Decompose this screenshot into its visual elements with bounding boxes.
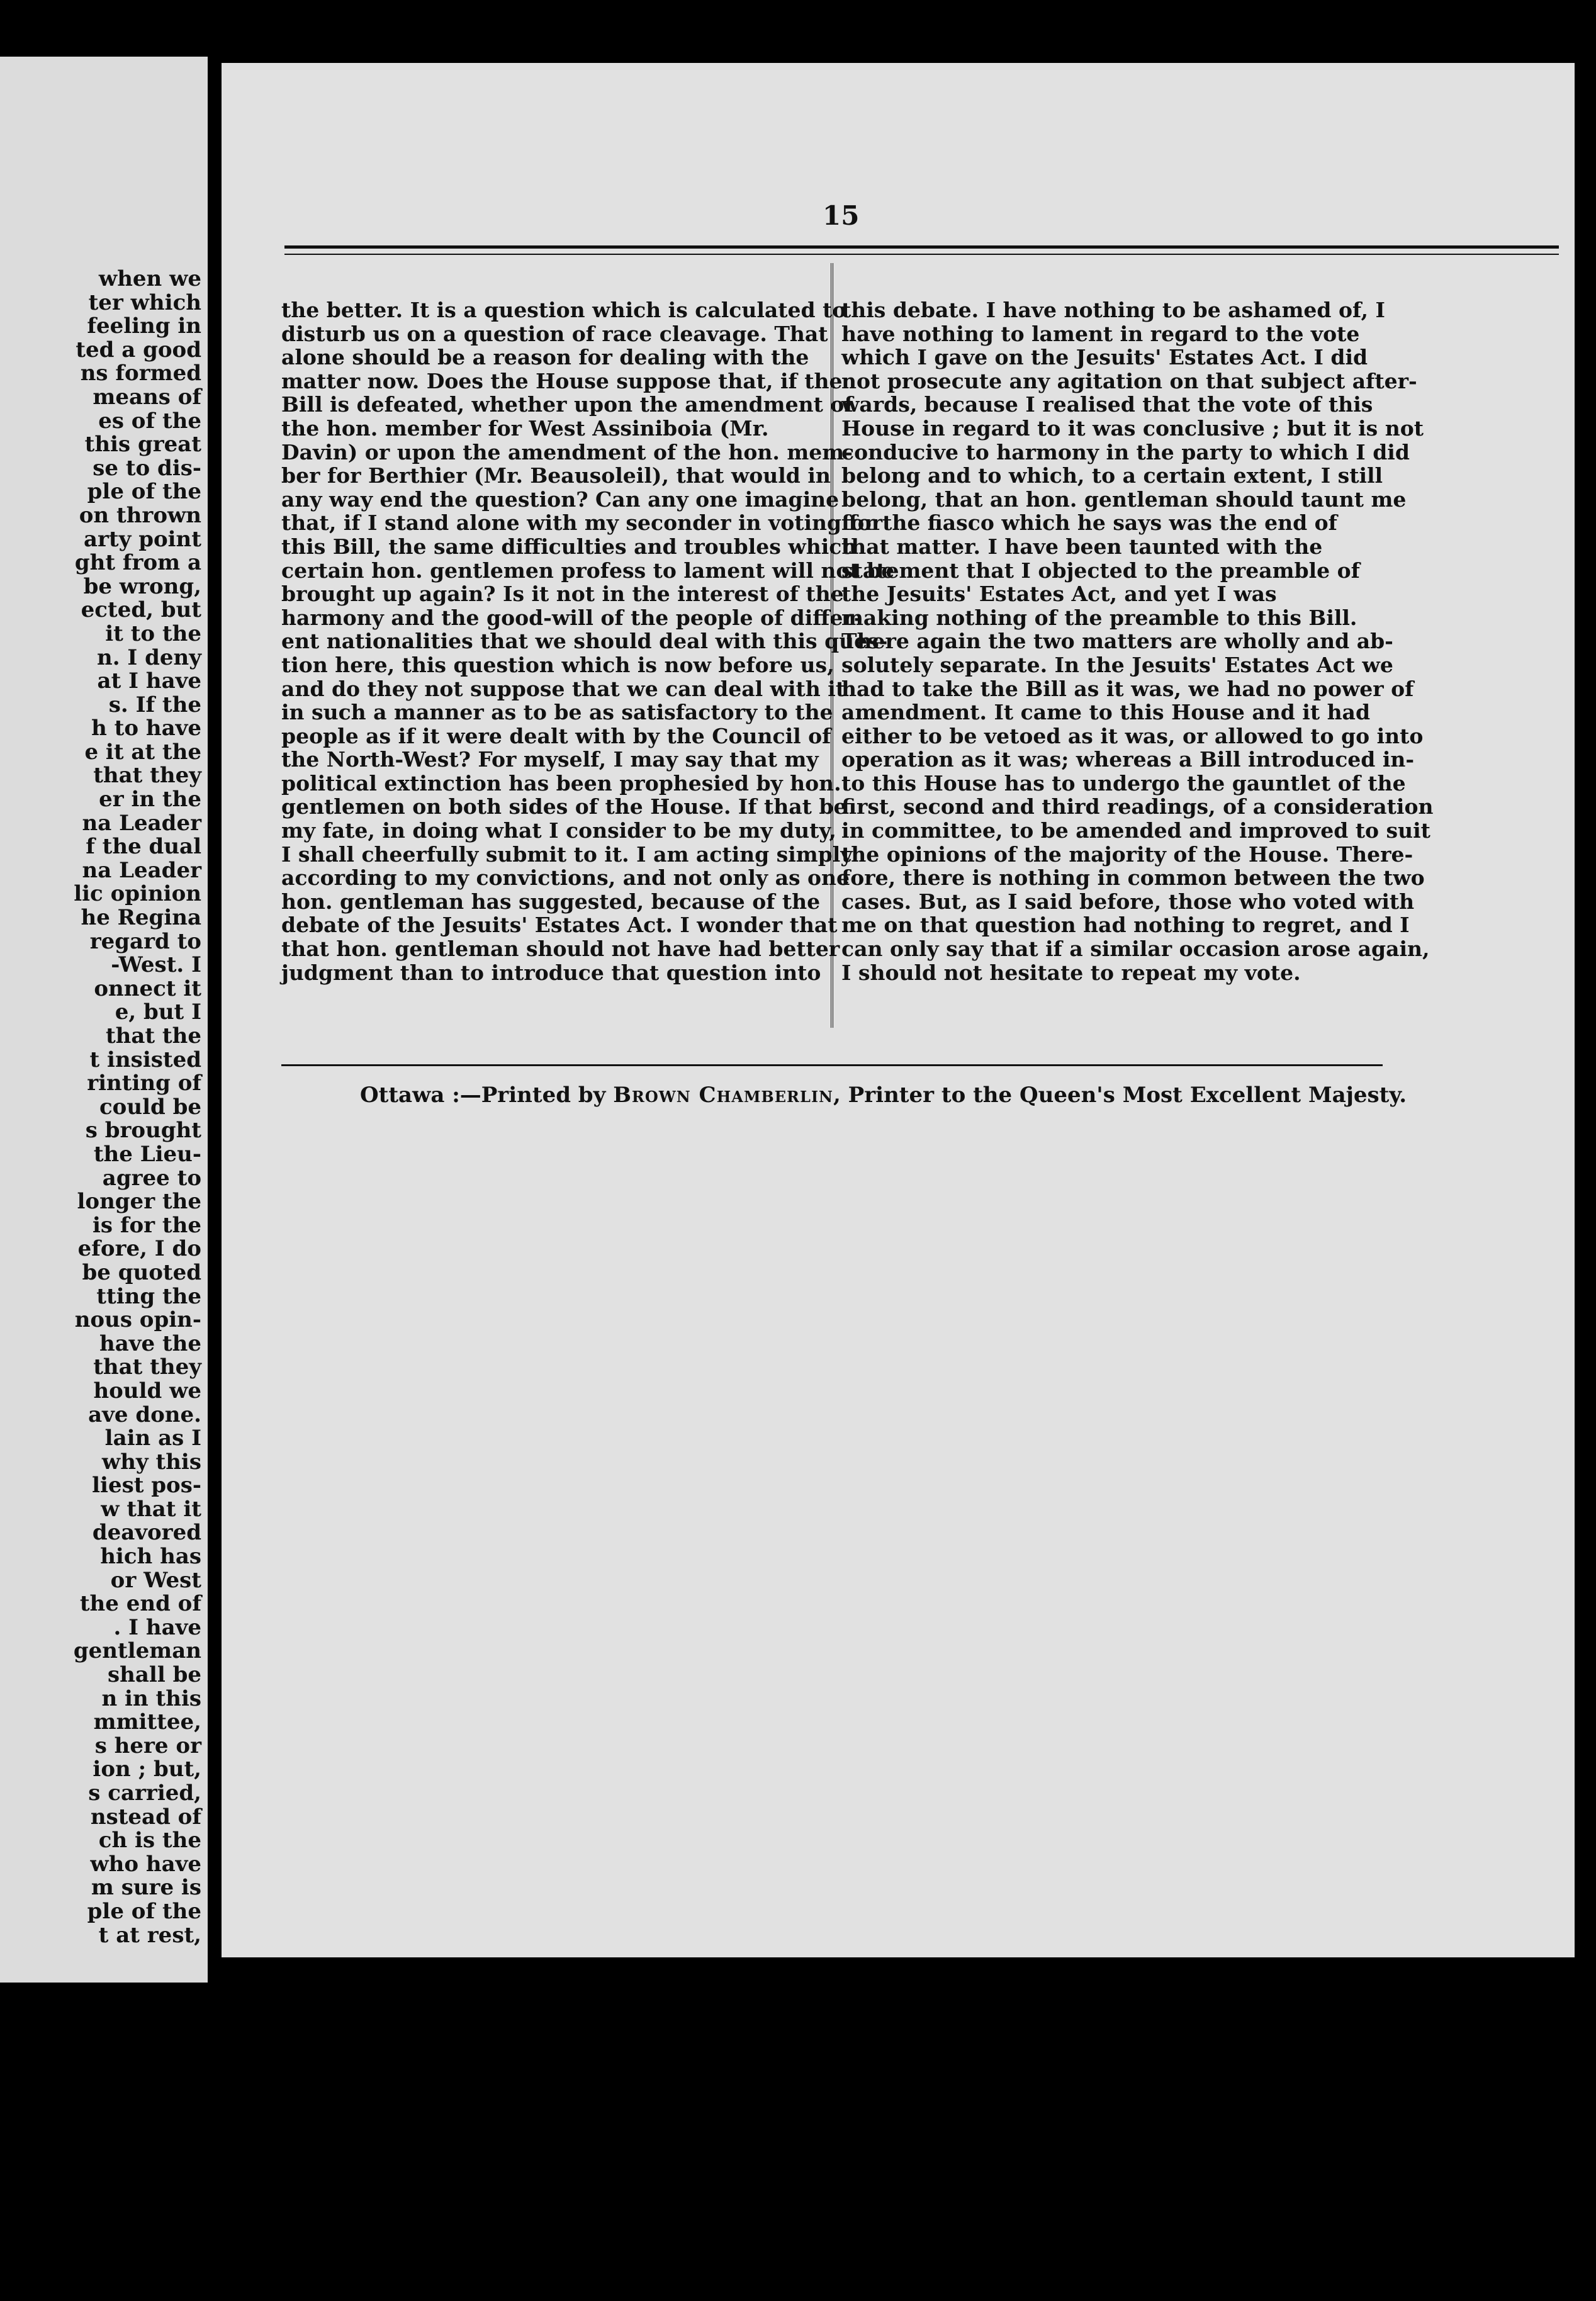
imprint-printer: Brown Chamberlin (613, 1083, 833, 1108)
text-line: ple of the (87, 1898, 201, 1924)
text-line: me on that question had nothing to regret, and I (841, 913, 1410, 938)
text-line: in such a manner as to be as satisfactory to the (281, 700, 833, 725)
text-line: hon. gentleman has suggested, because of the (281, 889, 821, 914)
text-line: it to the (105, 621, 201, 646)
text-line: f the dual (86, 834, 201, 860)
text-line: es of the (98, 408, 201, 434)
text-line: t insisted (89, 1047, 201, 1072)
text-line: the hon. member for West Assiniboia (Mr. (281, 415, 769, 441)
text-line: not prosecute any agitation on that subject after- (841, 368, 1417, 393)
text-line: or West (110, 1567, 201, 1593)
text-line: liest pos- (92, 1473, 201, 1499)
text-line: who have (90, 1851, 201, 1877)
text-line: the end of (79, 1591, 201, 1617)
text-line: ber for Berthier (Mr. Beausoleil), that would in (281, 463, 831, 488)
text-line: I shall cheerfully submit to it. I am acting simply (281, 841, 853, 867)
text-line: na Leader (82, 810, 201, 836)
text-line: gentlemen on both sides of the House. If that be (281, 794, 847, 819)
text-line: and do they not suppose that we can deal with it (281, 676, 846, 701)
text-line: deavored (92, 1520, 201, 1546)
text-line: the Lieu- (93, 1141, 201, 1167)
text-line: se to dis- (93, 455, 201, 481)
text-line: na Leader (82, 857, 201, 883)
text-line: amendment. It came to this House and it had (841, 700, 1371, 725)
text-line: ted a good (76, 337, 201, 363)
text-line: in committee, to be amended and improved to suit (841, 818, 1430, 843)
text-line: statement that I objected to the preamble of (841, 558, 1360, 583)
text-line: which I gave on the Jesuits' Estates Act. I did (841, 345, 1368, 370)
text-line: tion here, this question which is now before us, (281, 652, 835, 677)
text-line: alone should be a reason for dealing with the (281, 345, 809, 370)
text-line: wards, because I realised that the vote of this (841, 392, 1373, 417)
text-line: ght from a (74, 550, 201, 576)
text-line: nstead of (90, 1804, 201, 1830)
text-line: political extinction has been prophesied by hon. (281, 770, 841, 796)
text-line: lic opinion (74, 881, 201, 907)
text-line: could be (99, 1094, 201, 1120)
text-line: arty point (83, 526, 201, 552)
text-line: that matter. I have been taunted with the (841, 534, 1323, 559)
text-line: be quoted (82, 1259, 201, 1285)
text-line: h to have (91, 716, 201, 741)
text-line: gentleman (73, 1638, 201, 1664)
text-line: onnect it (94, 976, 201, 1001)
text-line: that they (93, 1354, 201, 1380)
text-line: m sure is (91, 1875, 201, 1901)
text-line: at I have (97, 668, 201, 694)
page-gutter (208, 0, 222, 2301)
text-line: according to my convictions, and not only as one (281, 865, 850, 891)
text-line: making nothing of the preamble to this Bill. (841, 605, 1357, 630)
adjacent-page-fragment (0, 57, 208, 1983)
text-line: he Regina (81, 905, 201, 931)
header-rule (284, 245, 1559, 255)
text-line: means of (93, 384, 201, 410)
text-line: . I have (113, 1614, 201, 1640)
text-line: people as if it were dealt with by the Council of (281, 723, 831, 748)
text-line: There again the two matters are wholly and ab- (841, 629, 1393, 654)
text-line: ple of the (87, 479, 201, 505)
text-line: n. I deny (96, 644, 201, 670)
text-line: s here or (94, 1733, 201, 1758)
text-line: judgment than to introduce that question into (281, 960, 821, 985)
text-line: agree to (102, 1165, 201, 1191)
text-line: matter now. Does the House suppose that, if the (281, 368, 843, 393)
text-line: mmittee, (93, 1709, 201, 1735)
text-line: the North-West? For myself, I may say that my (281, 747, 819, 772)
text-line: on thrown (79, 502, 201, 528)
text-line: w that it (101, 1496, 201, 1522)
text-line: to this House has to undergo the gauntlet of the (841, 770, 1406, 796)
text-line: ch is the (98, 1828, 201, 1854)
text-line: t at rest, (98, 1922, 201, 1948)
text-line: hould we (93, 1378, 201, 1404)
text-line: that the (105, 1023, 201, 1049)
text-line: for the fiasco which he says was the end of (841, 510, 1337, 536)
text-line: e it at the (84, 739, 201, 765)
text-line: efore, I do (77, 1236, 201, 1262)
text-line: ave done. (88, 1402, 201, 1427)
text-line: ected, but (81, 597, 201, 623)
text-column-left (281, 298, 895, 985)
text-line: the opinions of the majority of the House. There- (841, 841, 1413, 867)
text-line: when we (98, 266, 201, 291)
text-line: the better. It is a question which is calculated to (281, 298, 846, 322)
text-line: first, second and third readings, of a consideration (841, 794, 1434, 819)
text-line: have nothing to lament in regard to the vote (841, 321, 1360, 346)
text-line: solutely separate. In the Jesuits' Estates Act we (841, 652, 1393, 677)
text-line: can only say that if a similar occasion arose again, (841, 937, 1430, 962)
text-line: the Jesuits' Estates Act, and yet I was (841, 582, 1277, 607)
text-line: House in regard to it was conclusive ; but it is not (841, 415, 1424, 441)
text-line: tting the (96, 1283, 201, 1309)
text-line: longer the (77, 1189, 201, 1215)
text-line: I should not hesitate to repeat my vote. (841, 960, 1301, 985)
text-line: -West. I (111, 952, 201, 978)
imprint-prefix: Ottawa :—Printed by (360, 1083, 614, 1108)
text-line: this debate. I have nothing to be ashamed of, I (841, 298, 1385, 322)
footer-rule (281, 1064, 1383, 1066)
text-line: cases. But, as I said before, those who voted with (841, 889, 1415, 914)
text-line: belong, that an hon. gentleman should taunt me (841, 487, 1407, 512)
text-line: my fate, in doing what I consider to be my duty, (281, 818, 836, 843)
text-line: ion ; but, (93, 1757, 201, 1782)
text-line: disturb us on a question of race cleavage. That (281, 321, 828, 346)
text-line: this great (84, 432, 201, 458)
text-line: fore, there is nothing in common between the two (841, 865, 1425, 891)
text-line: that hon. gentleman should not have had better (281, 937, 840, 962)
text-line: lain as I (104, 1426, 201, 1451)
imprint-suffix: , Printer to the Queen's Most Excellent Majesty. (833, 1083, 1407, 1108)
text-line: harmony and the good-will of the people of differ- (281, 605, 863, 630)
text-line: belong and to which, to a certain extent, I still (841, 463, 1383, 488)
text-line: shall be (108, 1662, 201, 1688)
text-line: Bill is defeated, whether upon the amendment of (281, 392, 853, 417)
text-line: nous opin- (74, 1307, 201, 1333)
text-line: e, but I (115, 999, 201, 1025)
text-line: that they (93, 763, 201, 789)
text-line: operation as it was; whereas a Bill introduced in- (841, 747, 1415, 772)
text-line: debate of the Jesuits' Estates Act. I wonder that (281, 913, 838, 938)
text-line: either to be vetoed as it was, or allowed to go into (841, 723, 1424, 748)
text-column-right (841, 298, 1496, 984)
text-line: why this (101, 1449, 201, 1475)
text-line: s carried, (88, 1781, 201, 1806)
column-divider (831, 263, 833, 1028)
text-line: had to take the Bill as it was, we had no power of (841, 676, 1414, 701)
text-line: certain hon. gentlemen profess to lament will not be (281, 558, 895, 583)
text-line: er in the (99, 787, 201, 813)
document-page (222, 63, 1575, 1957)
adjacent-page-text (0, 267, 201, 1947)
text-line: n in this (101, 1685, 201, 1711)
text-line: brought up again? Is it not in the interest of the (281, 582, 844, 607)
page-number: 15 (823, 200, 860, 231)
text-line: hich has (100, 1544, 201, 1570)
text-line: that, if I stand alone with my seconder in voting for (281, 510, 883, 536)
text-line: s brought (85, 1118, 201, 1144)
text-line: be wrong, (83, 573, 201, 599)
text-line: is for the (92, 1212, 201, 1238)
text-line: ent nationalities that we should deal with this ques- (281, 629, 888, 654)
text-line: conducive to harmony in the party to which I did (841, 439, 1410, 464)
text-line: ns formed (80, 361, 201, 386)
text-line: rinting of (87, 1071, 201, 1096)
printer-imprint (360, 1083, 1407, 1108)
text-line: ter which (88, 290, 201, 315)
text-line: s. If the (108, 692, 201, 717)
text-line: this Bill, the same difficulties and troubles which (281, 534, 857, 559)
text-line: regard to (89, 928, 201, 954)
text-line: Davin) or upon the amendment of the hon. mem- (281, 439, 853, 464)
text-line: any way end the question? Can any one imagine (281, 487, 840, 512)
text-line: feeling in (87, 313, 201, 339)
text-line: have the (99, 1331, 201, 1356)
